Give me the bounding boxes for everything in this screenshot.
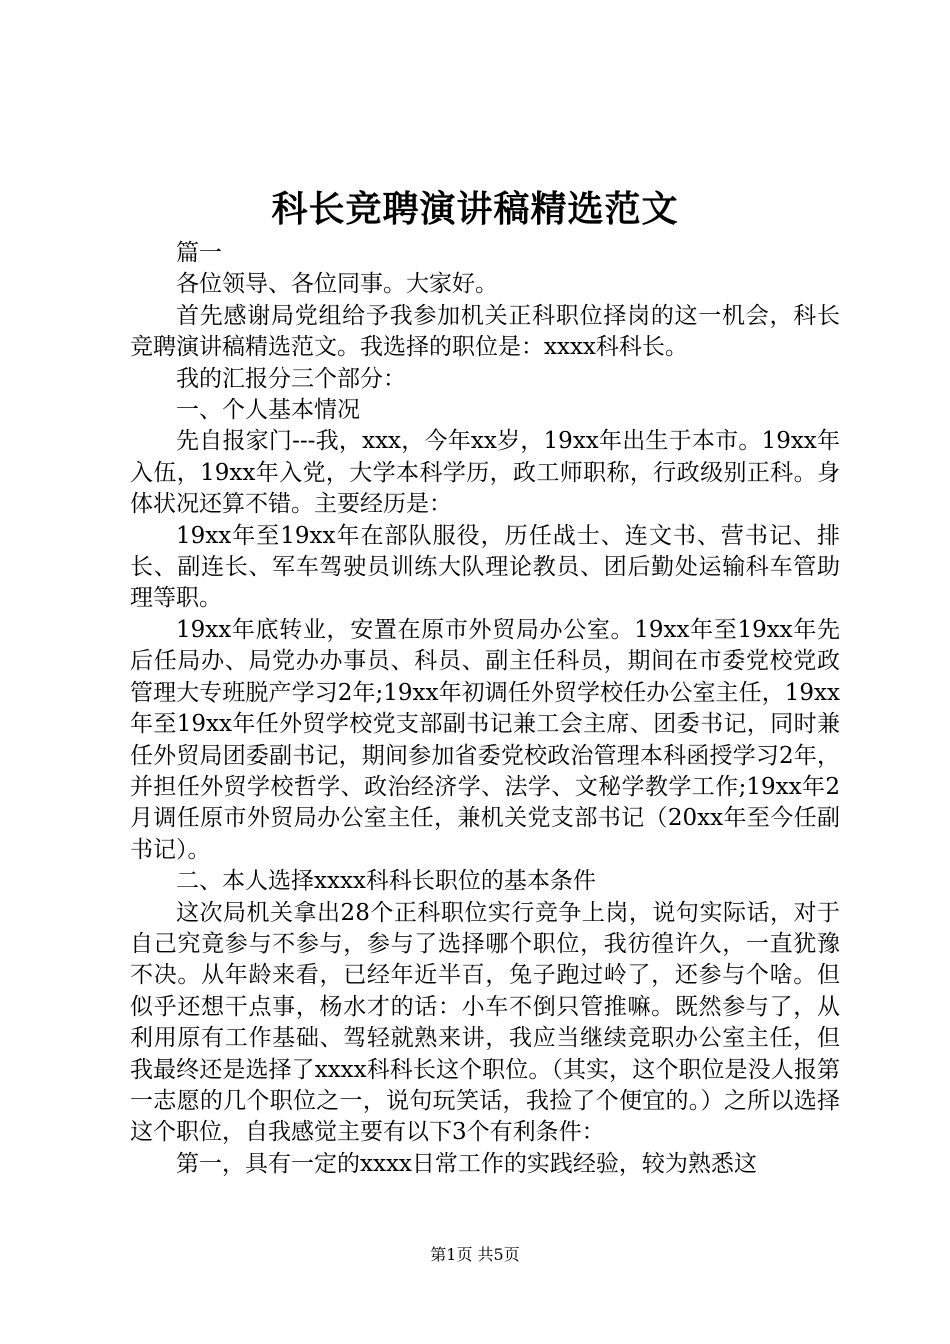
document-title: 科长竞聘演讲稿精选范文	[271, 188, 679, 230]
paragraph-motivation: 这次局机关拿出28个正科职位实行竞争上岗，说句实际话，对于自己究竟参与不参与，参与了选择哪个职位，我彷徨许久，一直犹豫不决。从年龄来看，已经年近半百，兔子跑过岭了，还参与个啥。但似乎还想干点事，杨水才的话：小车不倒只管推嘛。既然参与了，从利用原有工作基础、驾轻就熟来讲，我应当继续竞职办公室主任，但我最终还是选择了xxxx科科长这个职位。（其实，这个职位是没人报第一志愿的几个职位之一，说句玩笑话，我捡了个便宜的。）之所以选择这个职位，自我感觉主要有以下3个有利条件：	[130, 899, 840, 1146]
paragraph-career-history: 19xx年底转业，安置在原市外贸局办公室。19xx年至19xx年先后任局办、局党办办事员、科员、副主任科员，期间在市委党校党政管理大专班脱产学习2年;19xx年初调任外贸学校任办公室主任，19xx年至19xx年任外贸学校党支部副书记兼工会主席、团委书记，同时兼任外贸局团委副书记，期间参加省委党校政治管理本科函授学习2年，并担任外贸学校哲学、政治经济学、法学、文秘学教学工作;19xx年2月调任原市外贸局办公室主任，兼机关党支部书记（20xx年至今任副书记）。	[130, 616, 840, 863]
paragraph-section-label: 篇一	[176, 240, 222, 266]
document-body	[130, 238, 840, 1180]
heading-personal-info: 一、个人基本情况	[176, 397, 360, 424]
paragraph-military-service: 19xx年至19xx年在部队服役，历任战士、连文书、营书记、排长、副连长、军车驾驶员训练大队理论教员、团后勤处运输科车管助理等职。	[130, 522, 840, 612]
paragraph-greeting: 各位领导、各位同事。大家好。	[176, 271, 498, 298]
page-footer: 第1页 共5页	[430, 1245, 520, 1264]
heading-conditions: 二、本人选择xxxx科科长职位的基本条件	[176, 868, 596, 895]
paragraph-first-condition: 第一，具有一定的xxxx日常工作的实践经验，较为熟悉这	[176, 1150, 757, 1177]
paragraph-outline: 我的汇报分三个部分：	[176, 365, 406, 392]
paragraph-opening: 首先感谢局党组给予我参加机关正科职位择岗的这一机会，科长竞聘演讲稿精选范文。我选择的职位是：xxxx科科长。	[130, 302, 840, 361]
paragraph-self-intro: 先自报家门---我，xxx，今年xx岁，19xx年出生于本市。19xx年入伍，19xx年入党，大学本科学历，政工师职称，行政级别正科。身体状况还算不错。主要经历是：	[130, 428, 840, 518]
